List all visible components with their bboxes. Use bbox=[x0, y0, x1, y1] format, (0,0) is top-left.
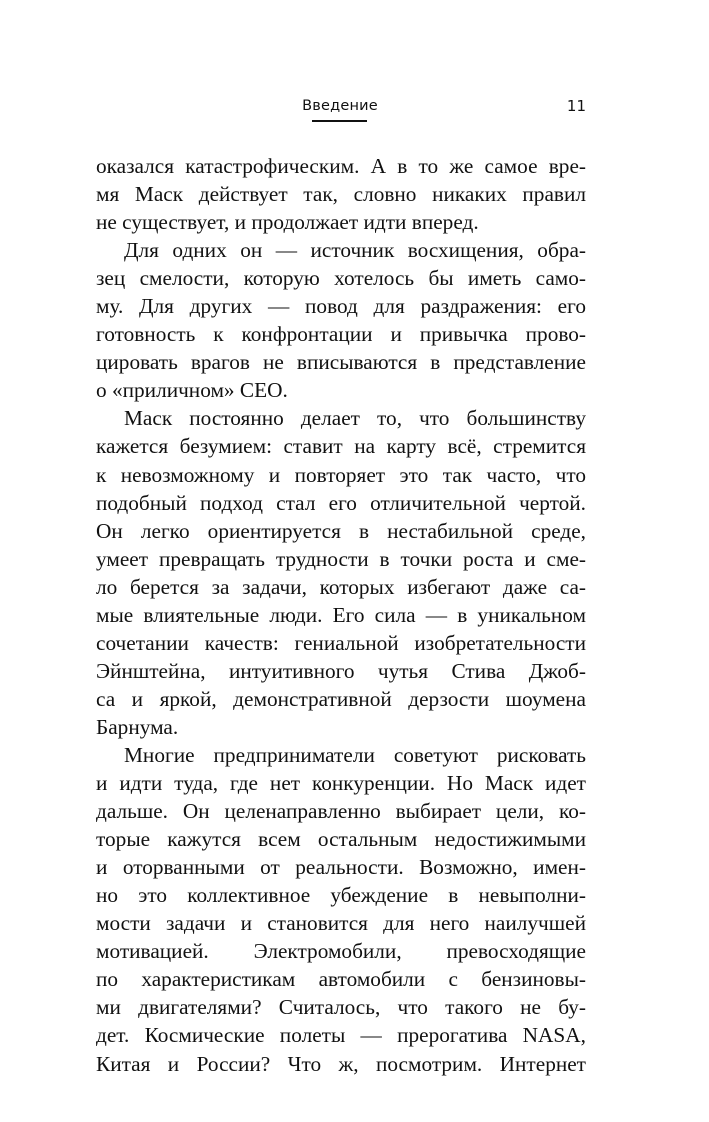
text-line: ми двигателями? Считалось, что такого не бу- bbox=[96, 995, 586, 1020]
running-head bbox=[0, 96, 709, 126]
text-line: Многие предприниматели советуют рисковать bbox=[124, 742, 586, 767]
text-line: умеет превращать трудности в точки роста и сме- bbox=[96, 546, 586, 571]
text-line: и идти туда, где нет конкуренции. Но Маск идет bbox=[96, 771, 586, 796]
section-title-underline bbox=[312, 120, 367, 122]
text-line: и оторванными от реальности. Возможно, имен- bbox=[96, 855, 586, 880]
text-line: Маск постоянно делает то, что большинству bbox=[124, 406, 586, 431]
text-line: Для одних он — источник восхищения, обра- bbox=[124, 238, 586, 263]
page-number: 11 bbox=[566, 97, 586, 115]
text-line: му. Для других — повод для раздражения: его bbox=[96, 294, 586, 319]
text-line: Барнума. bbox=[96, 714, 179, 739]
text-line: мя Маск действует так, словно никаких правил bbox=[96, 182, 586, 207]
text-line: но это коллективное убеждение в невыполни- bbox=[96, 883, 586, 908]
text-line: о «приличном» CEO. bbox=[96, 378, 288, 403]
text-line: кажется безумием: ставит на карту всё, стремится bbox=[96, 434, 586, 459]
text-line: мые влиятельные люди. Его сила — в уникальном bbox=[96, 602, 586, 627]
text-line: готовность к конфронтации и привычка прово- bbox=[96, 322, 586, 347]
body-text bbox=[96, 152, 586, 1078]
text-line: оказался катастрофическим. А в то же самое вре- bbox=[96, 154, 586, 178]
text-line: Эйнштейна, интуитивного чутья Стива Джоб- bbox=[96, 658, 586, 683]
text-line: к невозможному и повторяет это так часто, что bbox=[96, 462, 586, 487]
text-line: са и яркой, демонстративной дерзости шоумена bbox=[96, 686, 586, 711]
text-line: мотивацией. Электромобили, превосходящие bbox=[96, 939, 586, 964]
section-title: Введение bbox=[302, 98, 378, 114]
text-line: не существует, и продолжает идти вперед. bbox=[96, 210, 479, 235]
text-line: торые кажутся всем остальным недостижимыми bbox=[96, 827, 586, 852]
text-line: мости задачи и становится для него наилучшей bbox=[96, 911, 586, 936]
text-line: дальше. Он целенаправленно выбирает цели, ко- bbox=[96, 799, 586, 824]
text-line: цировать врагов не вписываются в представление bbox=[96, 350, 586, 375]
text-line: подобный подход стал его отличительной чертой. bbox=[96, 490, 586, 515]
text-line: по характеристикам автомобили с бензиновы- bbox=[96, 967, 586, 992]
text-line: сочетании качеств: гениальной изобретательности bbox=[96, 630, 586, 655]
text-line: ло берется за задачи, которых избегают даже са- bbox=[96, 574, 586, 599]
text-line: Китая и России? Что ж, посмотрим. Интернет bbox=[96, 1051, 586, 1076]
text-line: дет. Космические полеты — прерогатива NASA, bbox=[96, 1023, 586, 1048]
text-line: Он легко ориентируется в нестабильной среде, bbox=[96, 518, 586, 543]
text-line: зец смелости, которую хотелось бы иметь само- bbox=[96, 266, 586, 291]
